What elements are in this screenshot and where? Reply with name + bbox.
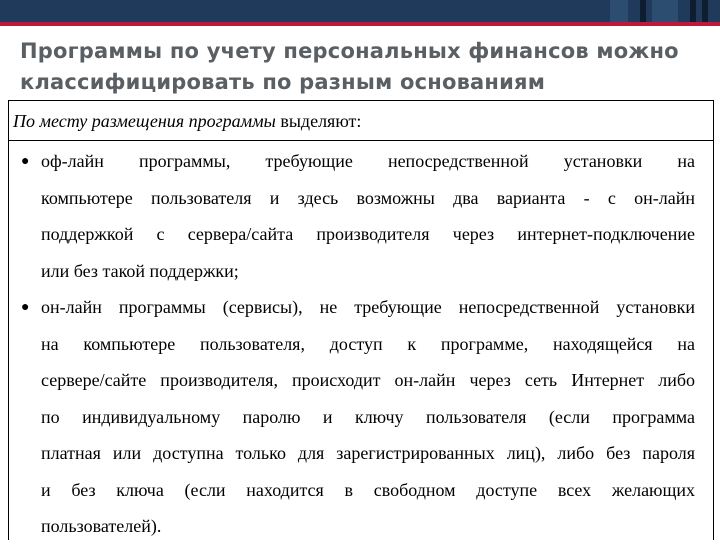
text-line: поддержкой с сервера/сайта производителя через интернет-подключение — [41, 224, 695, 244]
text-line: пользователей). — [41, 516, 162, 536]
header-italic-text: По месту размещения программы — [13, 111, 276, 131]
header-text: выделяют: — [275, 111, 362, 131]
text-line: на компьютере пользователя, доступ к программе, находящейся на — [41, 333, 695, 354]
content-table — [8, 100, 714, 540]
slide-title-line-2: классифицировать по разным основаниям — [20, 70, 546, 94]
text-line: оф-лайн программы, требующие непосредственной установки на — [41, 151, 695, 171]
text-line: платная или доступна только для зарегистрированных лиц), либо без пароля — [41, 443, 695, 463]
bullet-item-online — [9, 289, 713, 545]
text-line: и без ключа (если находится в свободном доступе всех желающих — [41, 479, 695, 500]
slide-title-line-1: Программы по учету персональных финансов можно — [20, 39, 679, 63]
text-line: компьютере пользователя и здесь возможны два варианта - с он-лайн — [41, 187, 695, 208]
text-line: по индивидуальному паролю и ключу пользователя (если программа — [41, 406, 695, 427]
bullet-dot-icon: ● — [21, 300, 30, 315]
bullet-dot-icon: ● — [21, 154, 30, 169]
text-line: или без такой поддержки; — [41, 260, 239, 281]
top-decorative-band — [0, 0, 720, 22]
text-line: он-лайн программы (сервисы), не требующие непосредственной установки — [41, 297, 695, 317]
accent-line — [0, 22, 720, 26]
slide-title — [20, 36, 710, 98]
table-header-row — [9, 101, 713, 141]
text-line: сервере/сайте производителя, происходит он-лайн через сеть Интернет либо — [41, 370, 695, 390]
bullet-list — [9, 143, 713, 545]
bullet-item-offline — [9, 143, 713, 289]
